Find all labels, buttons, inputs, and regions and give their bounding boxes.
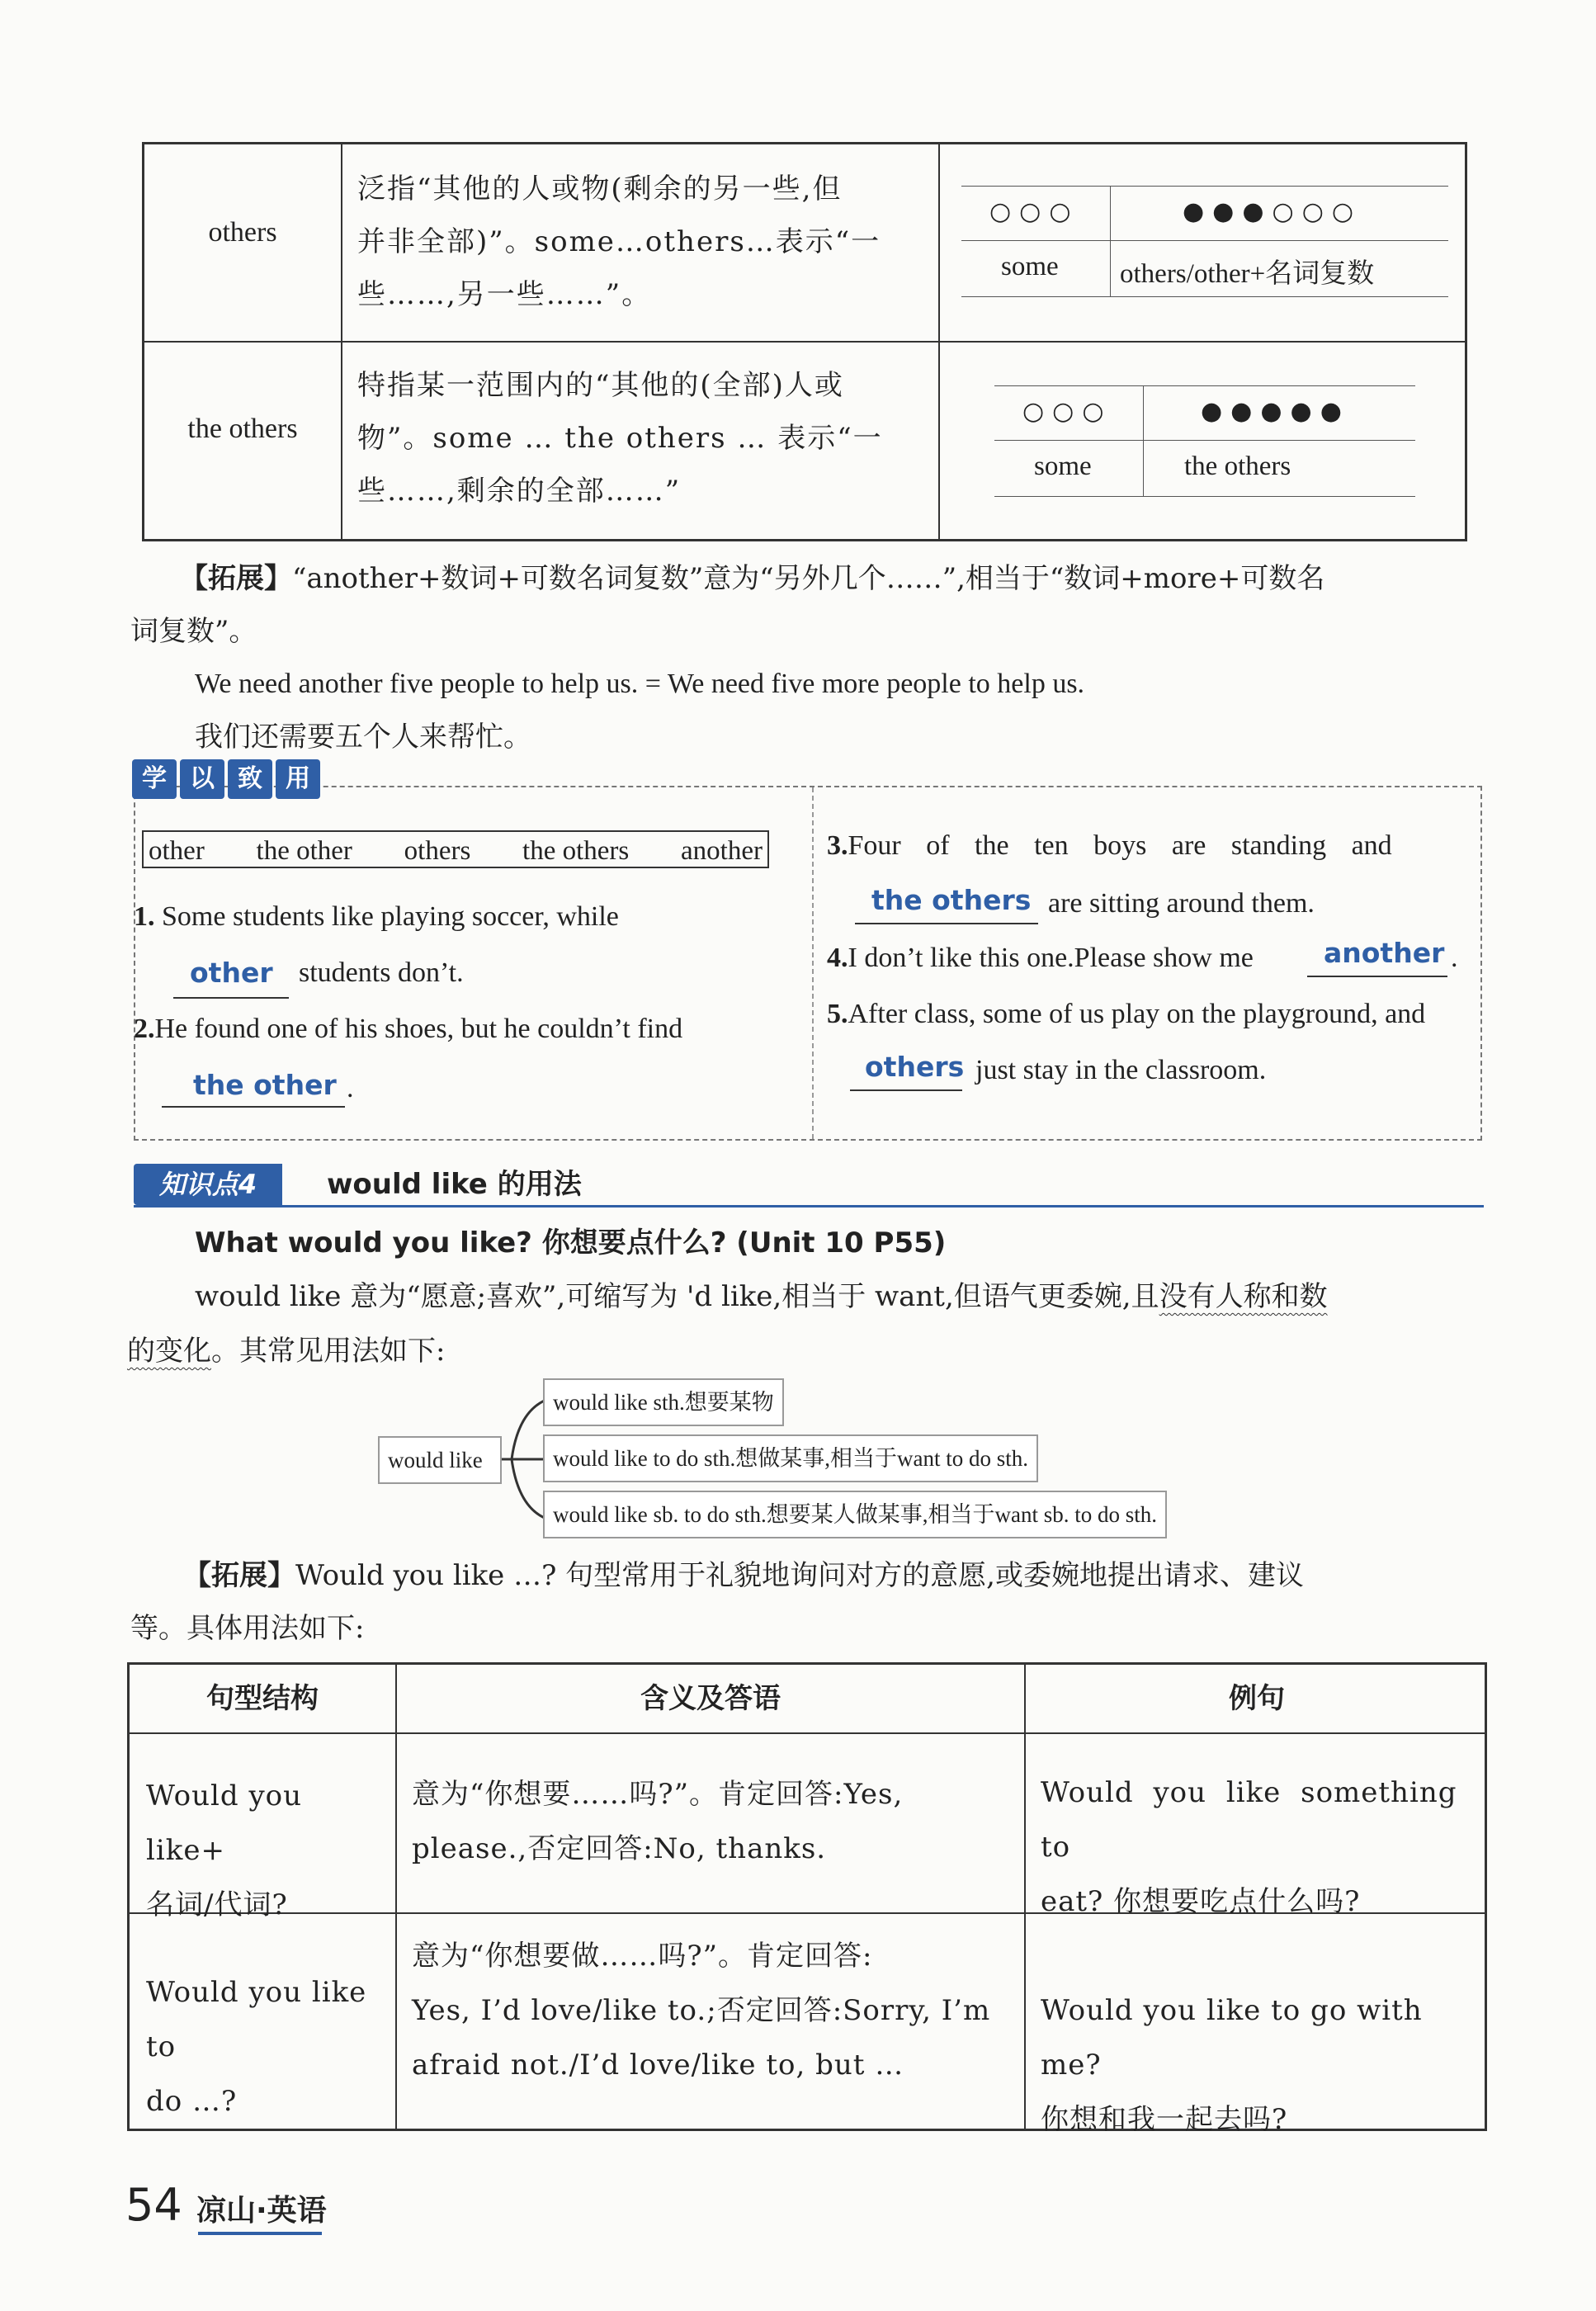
comparison-table — [142, 142, 1467, 541]
mindmap-brace — [502, 1395, 548, 1527]
cell-line: 名词/代词? — [146, 1888, 288, 1921]
question-3 — [827, 819, 1392, 873]
extension-label: 【拓展】 — [180, 562, 292, 595]
word-bank-item: the others — [522, 836, 630, 866]
answer-5: others — [865, 1051, 965, 1083]
word-bank-item: the other — [256, 836, 352, 866]
extension-text: “another+数词+可数名词复数”意为“另外几个……”,相当于“数词+more+可数名 — [292, 562, 1325, 595]
section-title: would like 的用法 — [327, 1168, 582, 1201]
description-text: would like 意为“愿意;喜欢”,可缩写为 'd like,相当于 want,但语气更委婉,且 — [195, 1280, 1159, 1313]
table-cell — [1041, 1983, 1478, 2147]
question-text: just stay in the classroom. — [975, 1055, 1267, 1085]
extension-text: Would you like …? 句型常用于礼貌地询问对方的意愿,或委婉地提出请求、建议 — [295, 1559, 1304, 1592]
answer-blank — [162, 1106, 345, 1108]
cell-line: do …? — [146, 2085, 238, 2118]
question-text: . — [1451, 943, 1458, 973]
section-description — [127, 1324, 445, 1378]
description-line: 特指某一范围内的“其他的(全部)人或 — [357, 369, 844, 402]
question-number: 2. — [134, 1014, 155, 1044]
table-cell — [412, 1767, 1014, 1876]
table-divider — [130, 1732, 1485, 1734]
word-cell: others — [208, 217, 277, 248]
question-text: Four of the ten boys are standing and — [848, 830, 1392, 861]
question-number: 5. — [827, 999, 848, 1029]
answer-2: the other — [193, 1069, 337, 1101]
question-text: After class, some of us play on the playground, and — [848, 999, 1426, 1029]
answer-blank — [173, 997, 289, 999]
question-5 — [827, 987, 1425, 1042]
answer-blank — [1307, 976, 1447, 977]
question-text: I don’t like this one.Please show me — [848, 943, 1254, 973]
word-cell: the others — [187, 414, 298, 444]
table-cell — [1041, 1765, 1478, 1929]
section-example: What would you like? 你想要点什么? (Unit 10 P55) — [195, 1226, 947, 1259]
description-line: 些……,另一些……”。 — [357, 278, 652, 311]
description-line: 并非全部)”。some…others…表示“一 — [357, 225, 881, 258]
answer-4: another — [1324, 937, 1445, 969]
question-number: 1. — [134, 901, 155, 932]
column-header: 句型结构 — [206, 1682, 319, 1715]
question-2 — [134, 1002, 682, 1056]
table-row — [144, 144, 1465, 341]
example-english: We need another five people to help us. = We need five more people to help us. — [195, 669, 1085, 699]
diagram-label: the others — [1184, 451, 1291, 481]
diagram — [994, 385, 1415, 509]
question-4 — [827, 931, 1254, 985]
word-bank-item: another — [681, 836, 763, 866]
badge-char: 以 — [180, 759, 224, 799]
description-cell — [357, 163, 927, 321]
extension-line: 词复数”。 — [130, 615, 257, 648]
description-line: 泛指“其他的人或物(剩余的另一些,但 — [357, 172, 843, 206]
section-badge: 知识点4 — [134, 1164, 282, 1205]
circles-icon: ○○○ — [989, 197, 1079, 226]
column-divider — [812, 787, 814, 1139]
diagram-label: some — [1001, 252, 1059, 281]
table-divider — [395, 1665, 397, 2129]
table-cell — [412, 1929, 1014, 2092]
word-bank — [142, 830, 769, 868]
badge-char: 学 — [132, 759, 177, 799]
cell-line: eat? 你想要吃点什么吗? — [1041, 1885, 1361, 1918]
mindmap-branch: would like sth.想要某物 — [543, 1378, 784, 1426]
extension-line — [180, 551, 1492, 606]
badge-char: 用 — [276, 759, 320, 799]
circles-icon: ●●●●● — [1201, 397, 1350, 426]
practice-badge — [132, 759, 320, 799]
emphasis-text: 的变化 — [127, 1335, 211, 1368]
answer-3: the others — [871, 884, 1032, 916]
cell-line: Would you like+ — [146, 1779, 303, 1867]
cell-line: Yes, I’d love/like to.;否定回答:Sorry, I’m — [412, 1994, 991, 2027]
cell-line: 意为“你想要……吗?”。肯定回答:Yes, — [412, 1778, 904, 1811]
word-bank-item: others — [404, 836, 471, 866]
cell-line: afraid not./I’d love/like to, but … — [412, 2049, 904, 2082]
diagram — [961, 186, 1448, 310]
question-number: 3. — [827, 830, 848, 861]
emphasis-text: 没有人称和数 — [1159, 1280, 1328, 1313]
question-text: He found one of his shoes, but he couldn’t find — [154, 1014, 683, 1044]
question-text: . — [347, 1073, 354, 1104]
table-row — [144, 343, 1465, 542]
usage-table — [127, 1662, 1487, 2136]
extension-line: 等。具体用法如下: — [130, 1612, 365, 1645]
table-cell — [146, 1769, 385, 1932]
footer-underline — [198, 2232, 322, 2235]
question-number: 4. — [827, 943, 848, 973]
cell-line: Would you like to go with me? — [1041, 1994, 1423, 2082]
page-number: 54 — [125, 2179, 182, 2231]
description-cell — [357, 359, 927, 517]
column-header: 含义及答语 — [640, 1682, 781, 1715]
mindmap-branch: would like to do sth.想做某事,相当于want to do sth. — [543, 1434, 1038, 1482]
cell-line: 意为“你想要做……吗?”。肯定回答: — [412, 1940, 873, 1973]
circles-icon: ●●●○○○ — [1183, 197, 1362, 226]
example-chinese: 我们还需要五个人来帮忙。 — [195, 721, 531, 754]
description-line: 些……,剩余的全部……” — [357, 475, 682, 508]
question-1 — [134, 890, 786, 944]
column-header: 例句 — [1229, 1682, 1285, 1715]
cell-line: please.,否定回答:No, thanks. — [412, 1832, 827, 1865]
mindmap-branch: would like sb. to do sth.想要某人做某事,相当于want sb. to do sth. — [543, 1491, 1167, 1538]
answer-blank — [850, 1089, 962, 1091]
question-text: Some students like playing soccer, while — [162, 901, 619, 932]
cell-line: Would you like to — [146, 1976, 367, 2063]
table-divider — [1024, 1665, 1026, 2129]
answer-1: other — [190, 957, 273, 989]
extension-line — [183, 1548, 1495, 1603]
description-text: 。其常见用法如下: — [211, 1335, 446, 1368]
cell-line: 你想和我一起去吗? — [1041, 2103, 1288, 2136]
question-text: are sitting around them. — [1048, 888, 1315, 919]
diagram-label: others/other+名词复数 — [1120, 259, 1375, 289]
cell-line: Would you like something to — [1041, 1776, 1457, 1864]
question-text: students don’t. — [299, 957, 464, 988]
circles-icon: ○○○ — [1022, 397, 1112, 426]
section-description — [195, 1269, 1328, 1324]
badge-char: 致 — [228, 759, 272, 799]
answer-blank — [855, 923, 1038, 924]
diagram-label: some — [1034, 451, 1092, 481]
footer-title: 凉山·英语 — [196, 2194, 327, 2228]
mindmap-root: would like — [378, 1436, 502, 1484]
extension-label: 【拓展】 — [183, 1559, 295, 1592]
description-line: 物”。some … the others … 表示“一 — [357, 422, 883, 455]
word-bank-item: other — [149, 836, 205, 866]
table-cell — [146, 1965, 385, 2129]
